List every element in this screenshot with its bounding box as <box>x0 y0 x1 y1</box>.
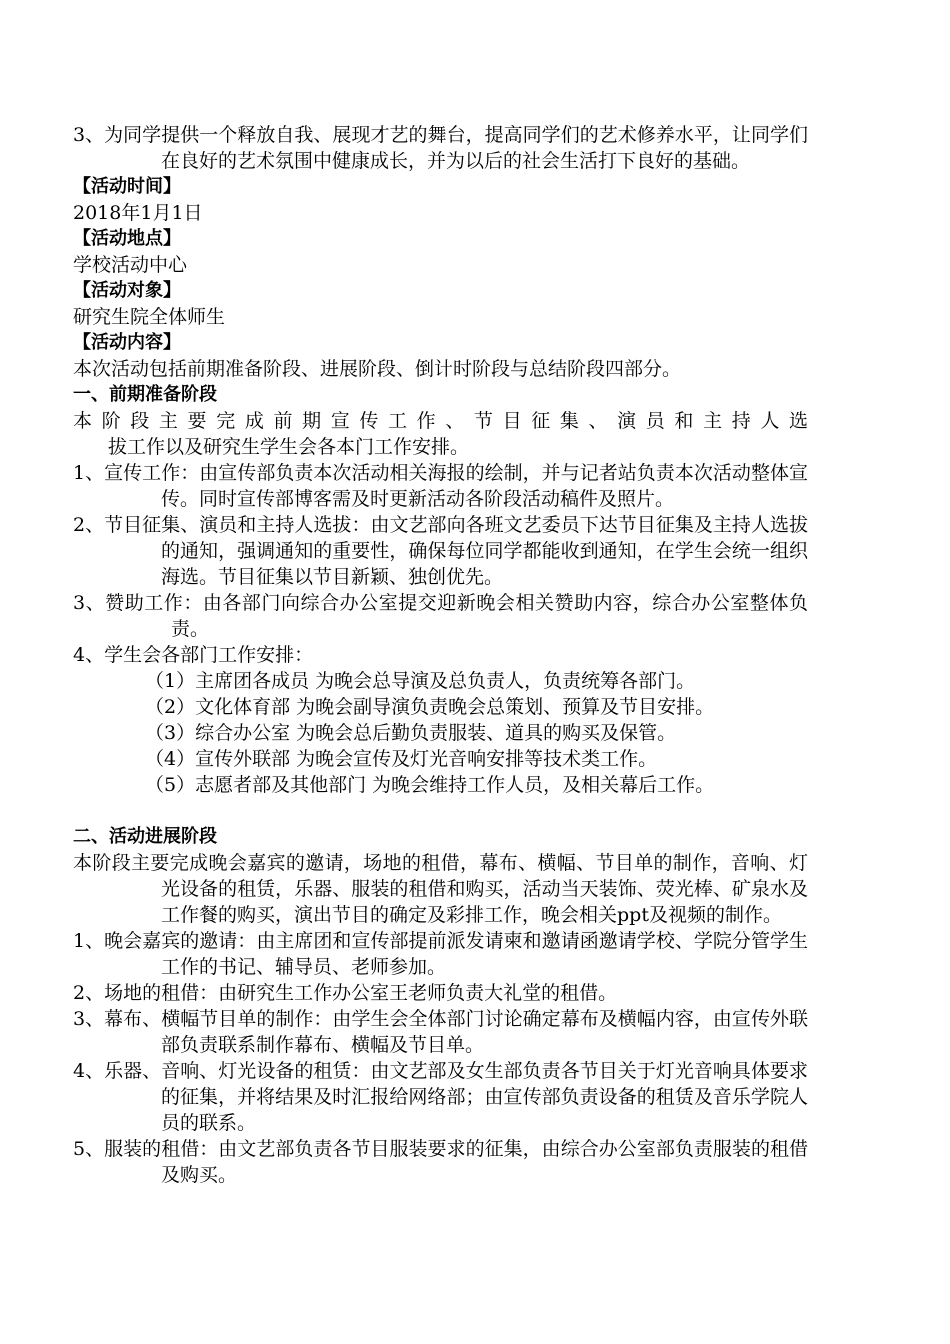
stage2-item: 4、乐器、音响、灯光设备的租赁：由文艺部及女生部负责各节目关于灯光音响具体要求的征集，并将结果及时汇报给网络部；由宣传部负责设备的租赁及音乐学院人员的联系。 <box>73 1060 808 1134</box>
stage2-item: 2、场地的租借：由研究生工作办公室王老师负责大礼堂的租借。 <box>73 982 618 1004</box>
place-value: 学校活动中心 <box>73 254 188 276</box>
place-heading: 【活动地点】 <box>73 228 181 249</box>
stage1-sub-item: （1）主席团各成员 为晚会总导演及总负责人，负责统筹各部门。 <box>145 670 696 692</box>
target-value: 研究生院全体师生 <box>73 306 226 328</box>
stage1-sub-item: （4）宣传外联部 为晚会宣传及灯光音响安排等技术类工作。 <box>145 748 658 770</box>
stage2-item: 3、幕布、横幅节目单的制作：由学生会全体部门讨论确定幕布及横幅内容，由宣传外联部负责联系制作幕布、横幅及节目单。 <box>73 1008 808 1056</box>
stage2-intro: 本阶段主要完成晚会嘉宾的邀请，场地的租借，幕布、横幅、节目单的制作，音响、灯光设备的租赁，乐器、服装的租借和购买，活动当天装饰、荧光棒、矿泉水及工作餐的购买，演出节目的确定及彩排工作，晚会相关ppt及视频的制作。 <box>73 852 808 926</box>
stage1-item: 3、赞助工作：由各部门向综合办公室提交迎新晚会相关赞助内容，综合办公室整体负责。 <box>73 592 808 640</box>
stage1-intro-line2: 拔工作以及研究生学生会各本门工作安排。 <box>108 436 470 458</box>
stage1-item: 1、宣传工作：由宣传部负责本次活动相关海报的绘制，并与记者站负责本次活动整体宣传。同时宣传部博客需及时更新活动各阶段活动稿件及照片。 <box>73 462 808 510</box>
stage1-sub-item: （5）志愿者部及其他部门 为晚会维持工作人员，及相关幕后工作。 <box>145 774 715 796</box>
time-heading: 【活动时间】 <box>73 176 181 197</box>
stage1-heading: 一、前期准备阶段 <box>73 384 217 405</box>
stage2-item: 1、晚会嘉宾的邀请：由主席团和宣传部提前派发请柬和邀请函邀请学校、学院分管学生工作的书记、辅导员、老师参加。 <box>73 930 808 978</box>
stage1-sub-item: （3）综合办公室 为晚会总后勤负责服装、道具的购买及保管。 <box>145 722 677 744</box>
stage1-item: 4、学生会各部门工作安排： <box>73 644 314 666</box>
document-page <box>73 122 808 1188</box>
stage2-item: 5、服装的租借：由文艺部负责各节目服装要求的征集，由综合办公室部负责服装的租借及购买。 <box>73 1138 808 1186</box>
stage1-intro-line1: 本阶段主要完成前期宣传工作、节目征集、演员和主持人选 <box>73 410 808 432</box>
target-heading: 【活动对象】 <box>73 280 181 301</box>
intro-item-3: 3、为同学提供一个释放自我、展现才艺的舞台，提高同学们的艺术修养水平，让同学们在良好的艺术氛围中健康成长，并为以后的社会生活打下良好的基础。 <box>73 124 808 172</box>
stage1-item: 2、节目征集、演员和主持人选拔：由文艺部向各班文艺委员下达节目征集及主持人选拔的通知，强调通知的重要性，确保每位同学都能收到通知，在学生会统一组织海选。节目征集以节目新颖、独创优先。 <box>73 514 808 588</box>
spacer <box>73 798 808 824</box>
time-value: 2018年1月1日 <box>73 202 203 224</box>
content-summary: 本次活动包括前期准备阶段、进展阶段、倒计时阶段与总结阶段四部分。 <box>73 358 682 380</box>
stage2-heading: 二、活动进展阶段 <box>73 826 217 847</box>
stage1-sub-item: （2）文化体育部 为晚会副导演负责晚会总策划、预算及节目安排。 <box>145 696 715 718</box>
content-heading: 【活动内容】 <box>73 332 181 353</box>
